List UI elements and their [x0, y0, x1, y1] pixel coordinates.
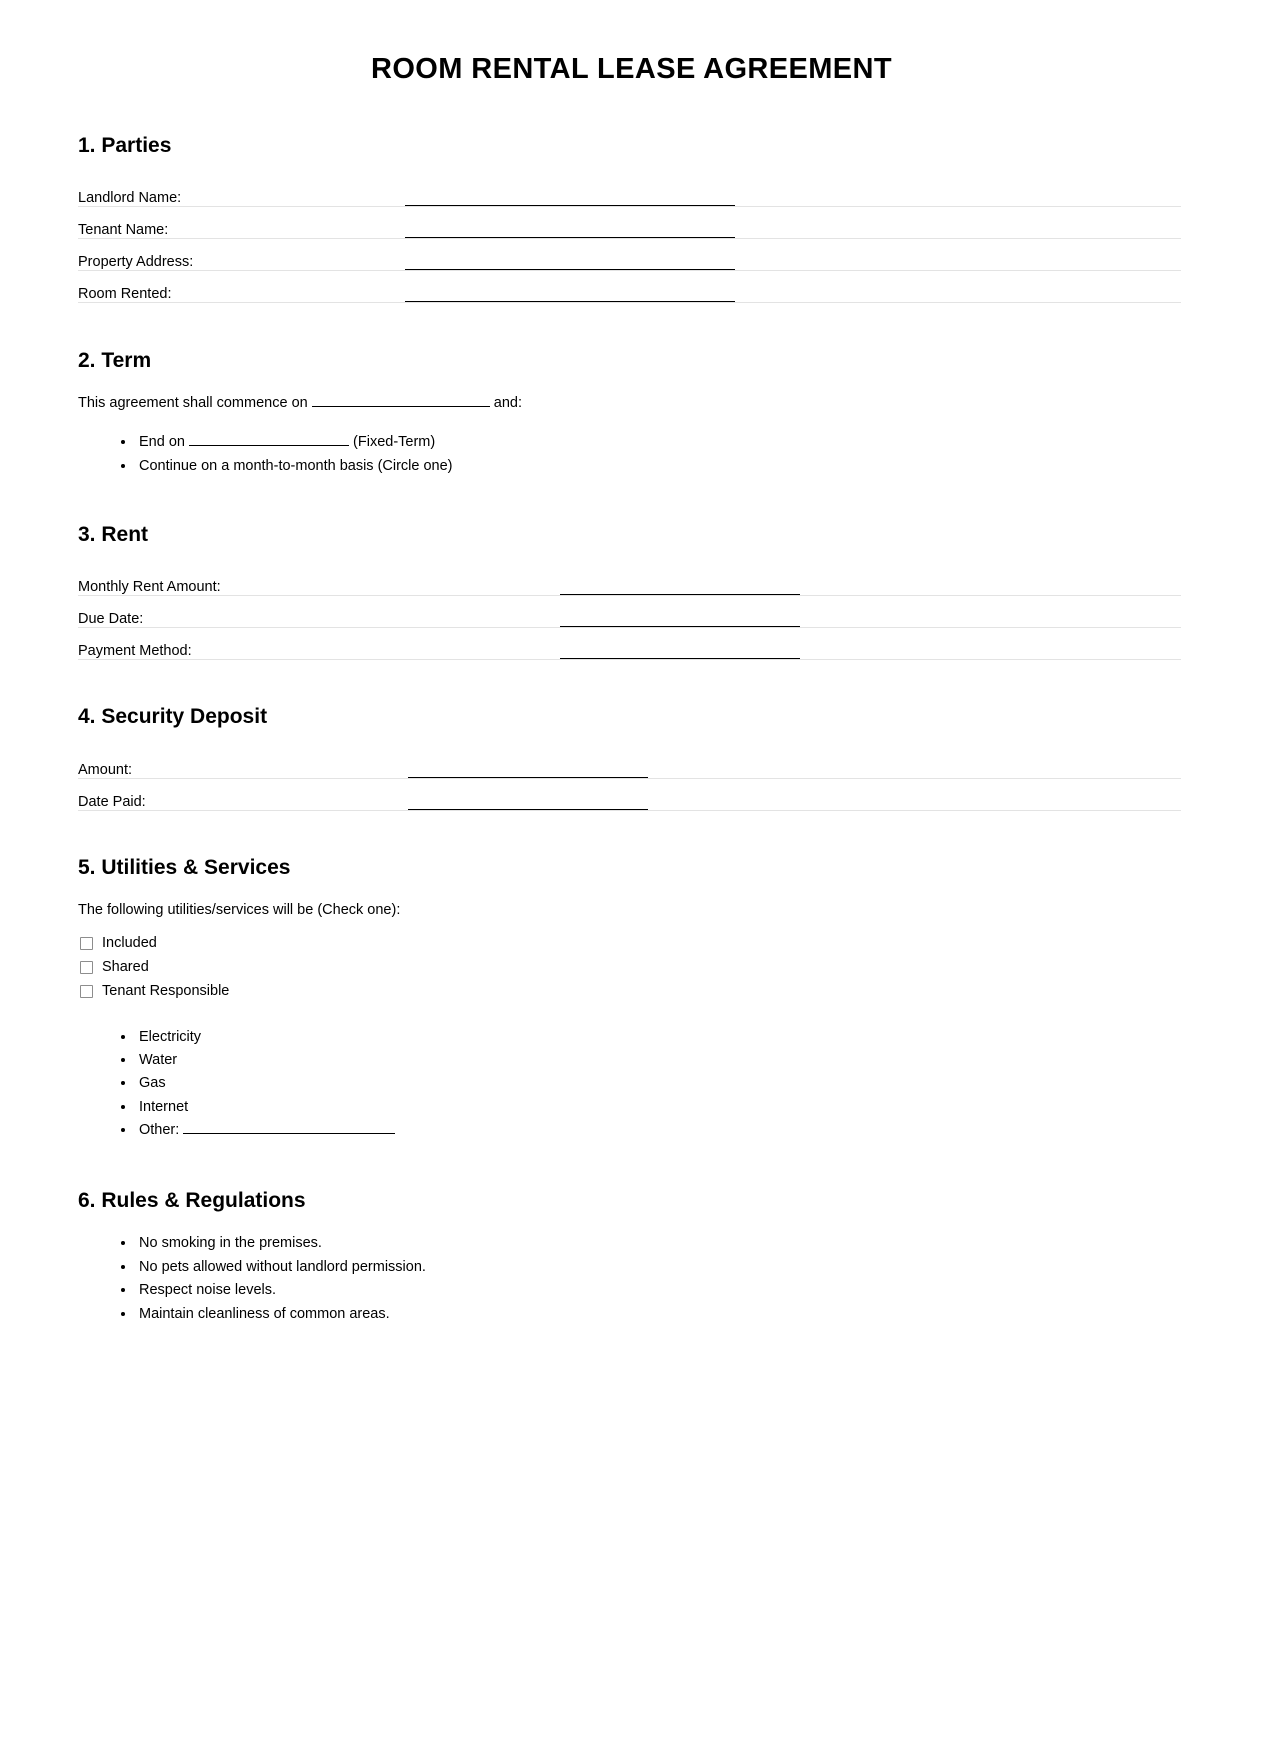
field-input-payment-method[interactable]: [560, 628, 1181, 660]
list-item: • Water: [136, 1049, 1181, 1072]
list-item: • Electricity: [136, 1026, 1181, 1049]
checkbox-row-tenant-responsible[interactable]: [78, 980, 1181, 1004]
field-input-landlord-name[interactable]: [405, 175, 1181, 207]
security-deposit-field-table: [78, 747, 1181, 811]
list-item: • Maintain cleanliness of common areas.: [136, 1303, 1181, 1326]
blank-line: [405, 301, 735, 302]
rules-list: [78, 1214, 1181, 1326]
section-utilities: [0, 855, 1263, 1143]
section-rules: [0, 1188, 1263, 1326]
checkbox-label-included: Included: [102, 935, 157, 952]
rent-field-table: [78, 564, 1181, 660]
checkbox-icon[interactable]: [80, 937, 93, 950]
field-label-deposit-amount: Amount:: [78, 761, 132, 778]
list-item: [136, 431, 1181, 454]
checkbox-row-shared[interactable]: [78, 956, 1181, 980]
table-row: [78, 778, 1181, 810]
blank-line: [408, 809, 648, 810]
term-commence-date-input[interactable]: [312, 393, 490, 407]
list-item: • Internet: [136, 1096, 1181, 1119]
field-label-room-rented: Room Rented:: [78, 286, 172, 303]
field-input-property-address[interactable]: [405, 239, 1181, 271]
section-security-deposit: [0, 704, 1263, 810]
section-heading-term: 2. Term: [78, 349, 152, 373]
section-heading-security-deposit: 4. Security Deposit: [78, 705, 268, 729]
table-row: [78, 596, 1181, 628]
section-heading-rent: 3. Rent: [78, 523, 149, 547]
term-commencement-sentence: [78, 374, 1181, 415]
field-label-property-address: Property Address:: [78, 254, 194, 271]
term-options-list: [78, 415, 1181, 478]
utilities-intro-text: The following utilities/services will be (Check one):: [78, 901, 401, 918]
term-intro-text-after: and:: [493, 395, 522, 412]
field-label-landlord-name: Landlord Name:: [78, 190, 182, 207]
field-input-monthly-rent-amount[interactable]: [560, 564, 1181, 596]
table-row: [78, 207, 1181, 239]
field-label-due-date: Due Date:: [78, 611, 144, 628]
field-input-room-rented[interactable]: [405, 271, 1181, 303]
field-input-tenant-name[interactable]: [405, 207, 1181, 239]
checkbox-label-shared: Shared: [102, 959, 149, 976]
section-heading-rules: 6. Rules & Regulations: [78, 1188, 306, 1212]
list-item: • Gas: [136, 1072, 1181, 1095]
list-item: • No pets allowed without landlord permission.: [136, 1256, 1181, 1279]
list-item: • Continue on a month-to-month basis (Circle one): [136, 455, 1181, 478]
utilities-checkbox-group: [78, 922, 1181, 1004]
document-title: ROOM RENTAL LEASE AGREEMENT: [370, 53, 892, 85]
table-row: [78, 271, 1181, 303]
field-input-deposit-date-paid[interactable]: [408, 778, 1181, 810]
blank-line: [560, 658, 800, 659]
utilities-items-list: [78, 1004, 1181, 1143]
list-item-other: [136, 1119, 1181, 1142]
table-row: [78, 175, 1181, 207]
field-label-payment-method: Payment Method:: [78, 643, 192, 660]
section-parties: [0, 133, 1263, 303]
utilities-other-label: Other:: [139, 1122, 180, 1139]
field-label-tenant-name: Tenant Name:: [78, 222, 169, 239]
term-intro-text-before: This agreement shall commence on: [78, 395, 308, 412]
checkbox-row-included[interactable]: [78, 932, 1181, 956]
table-row: [78, 564, 1181, 596]
section-heading-parties: 1. Parties: [78, 133, 172, 157]
list-item: • Respect noise levels.: [136, 1279, 1181, 1302]
section-heading-utilities: 5. Utilities & Services: [78, 855, 291, 879]
checkbox-label-tenant-responsible: Tenant Responsible: [102, 983, 230, 1000]
section-term: [0, 348, 1263, 478]
table-row: [78, 628, 1181, 660]
term-end-on-label: End on: [139, 434, 185, 451]
term-end-date-input[interactable]: [189, 432, 349, 446]
parties-field-table: [78, 175, 1181, 303]
field-label-monthly-rent-amount: Monthly Rent Amount:: [78, 579, 221, 596]
term-fixed-term-note: (Fixed-Term): [353, 434, 436, 451]
table-row: [78, 239, 1181, 271]
utilities-other-input[interactable]: [183, 1120, 395, 1134]
field-input-due-date[interactable]: [560, 596, 1181, 628]
field-input-deposit-amount[interactable]: [408, 747, 1181, 779]
table-row: [78, 747, 1181, 779]
checkbox-icon[interactable]: [80, 985, 93, 998]
field-label-deposit-date-paid: Date Paid:: [78, 793, 146, 810]
checkbox-icon[interactable]: [80, 961, 93, 974]
list-item: • No smoking in the premises.: [136, 1232, 1181, 1255]
section-rent: [0, 522, 1263, 660]
